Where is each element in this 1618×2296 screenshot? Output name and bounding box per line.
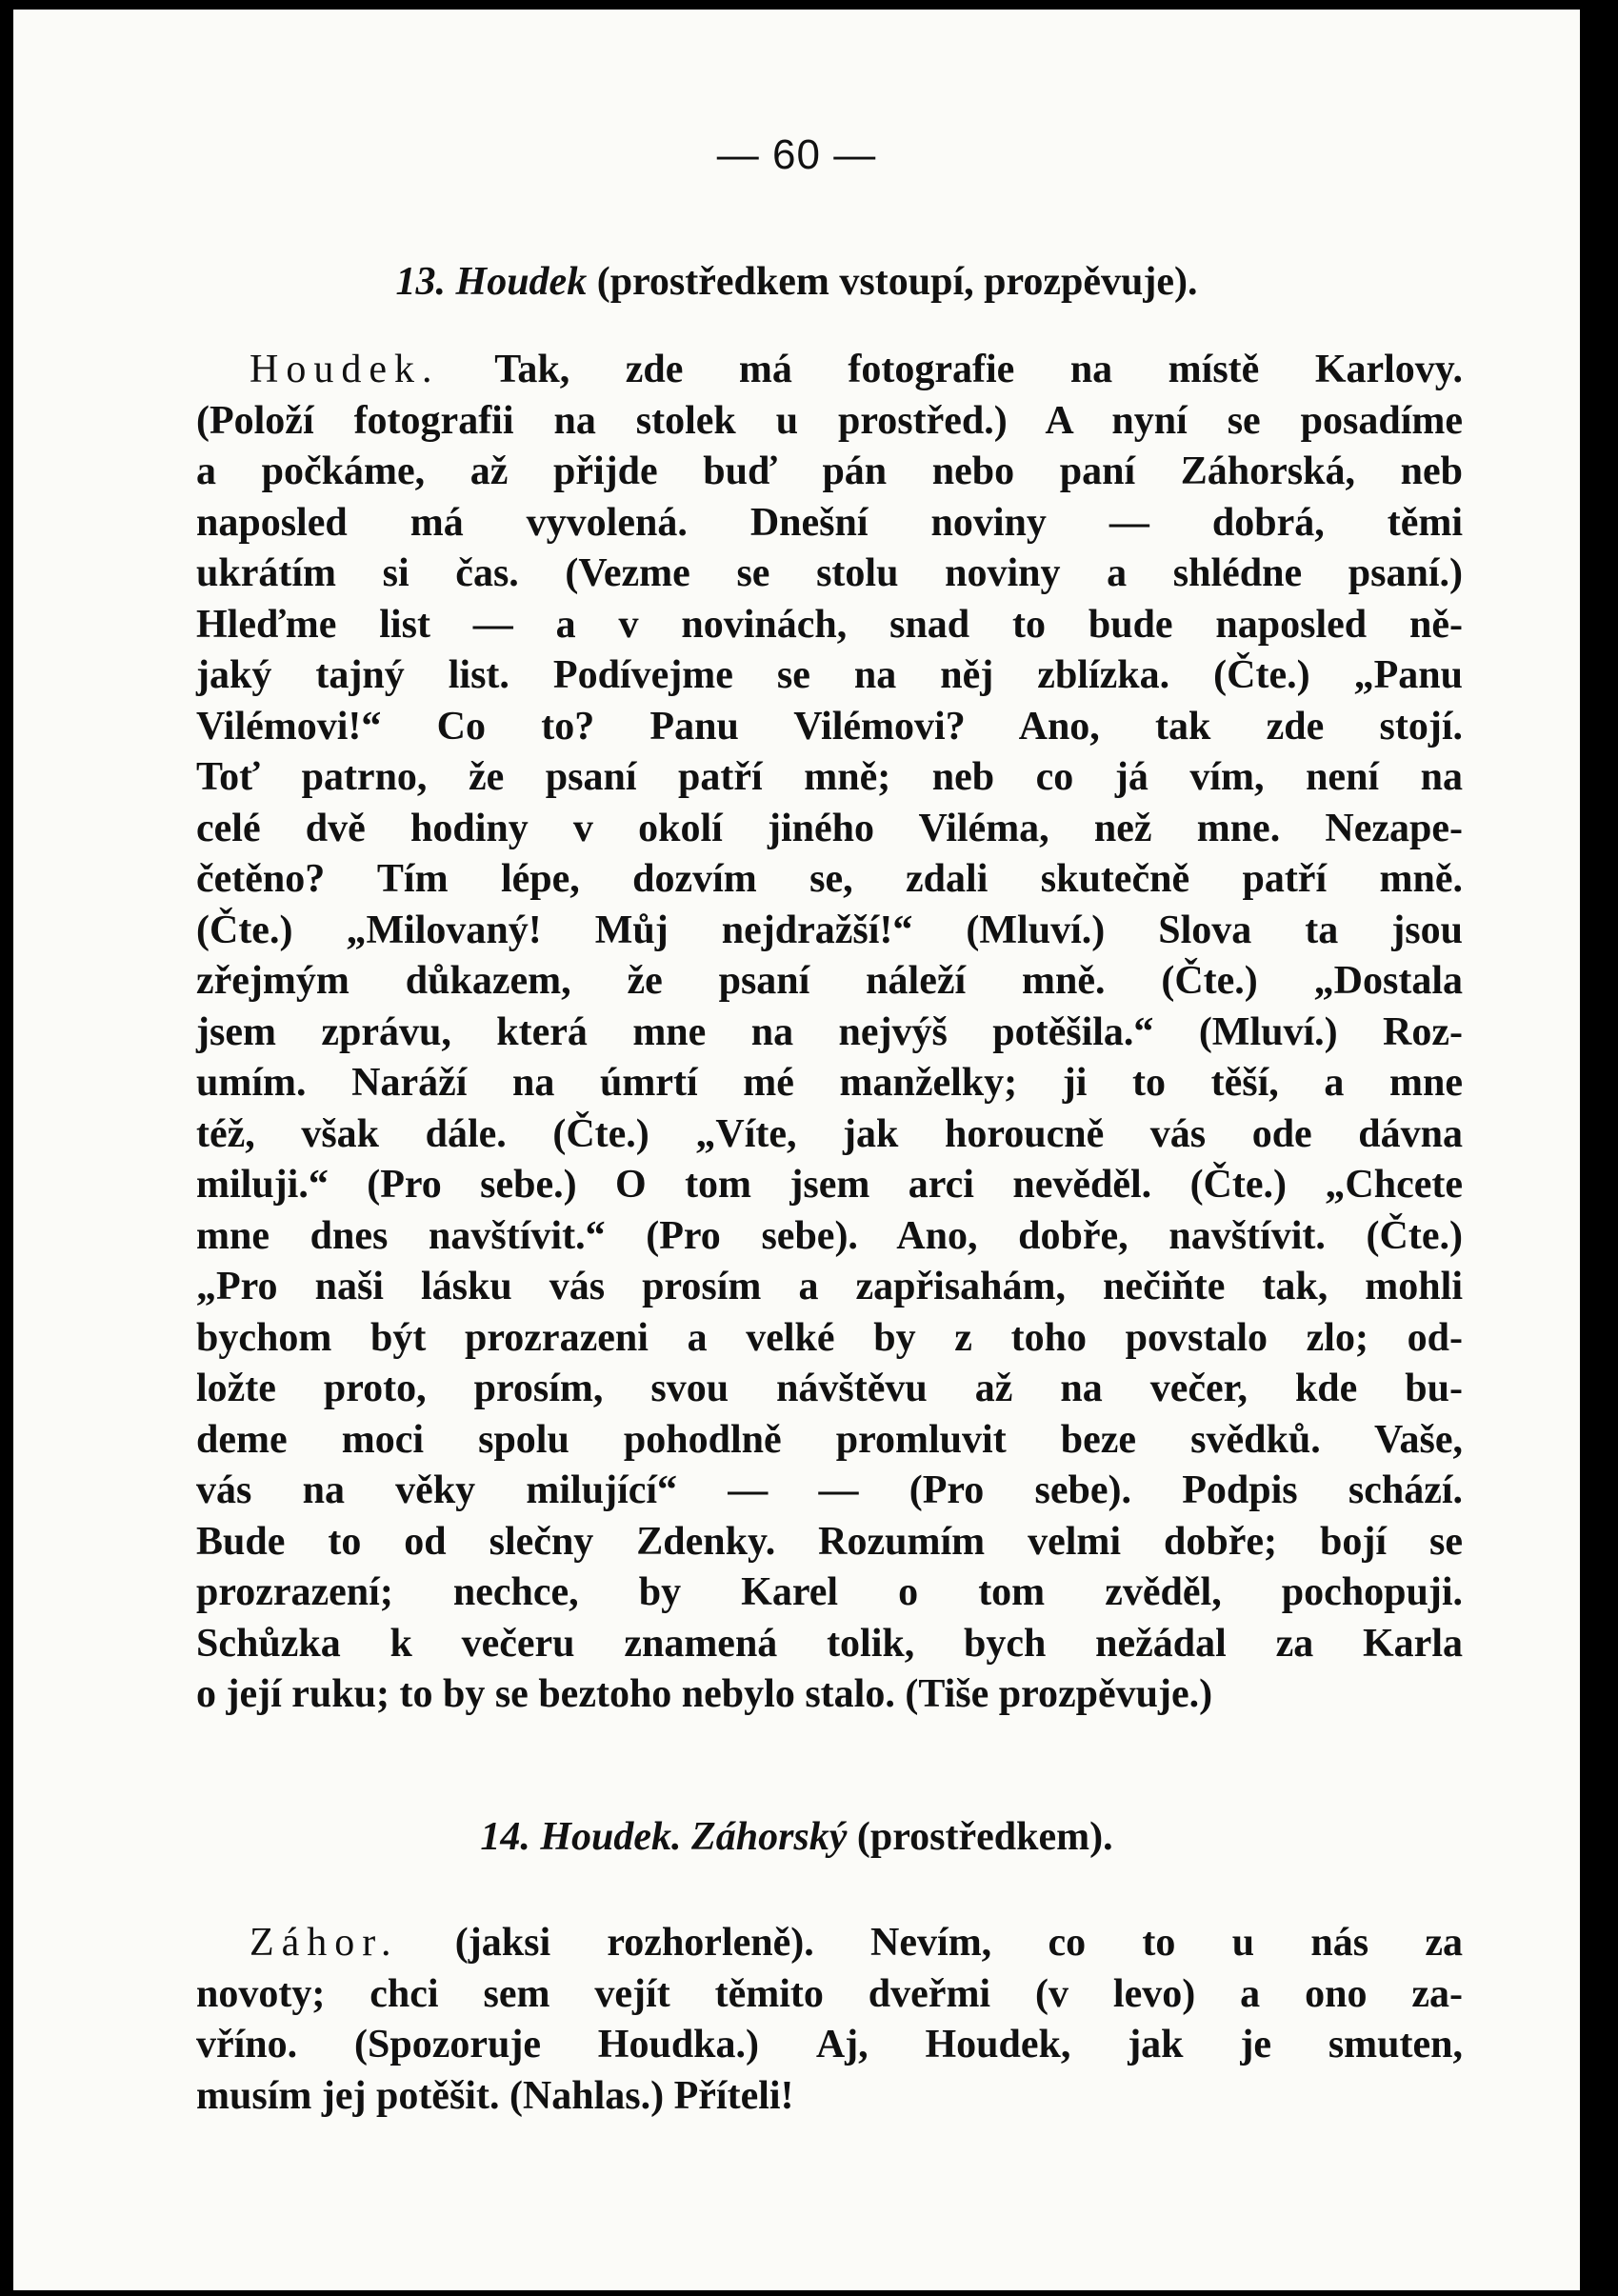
line-text: Toť patrno, že psaní patří mně; neb co já vím, není na [196,755,1463,799]
line-text: Bude to od slečny Zdenky. Rozumím velmi dobře; bojí se [196,1519,1463,1564]
text-line [196,804,1463,855]
text-line [196,906,1463,957]
text-line [196,1058,1463,1109]
text-line [196,650,1463,702]
line-text: též, však dále. (Čte.) „Víte, jak horoucně vás ode dávna [196,1111,1463,1156]
text-line [196,498,1463,549]
text-line [196,1160,1463,1211]
line-text: „Pro naši lásku vás prosím a zapřisahám, nečiňte tak, mohli [196,1265,1463,1308]
line-text: Schůzka k večeru znamená tolik, bych nežádal za Karla [196,1621,1463,1666]
line-text: novoty; chci sem vejít těmito dveřmi (v levo) a ono za- [196,1971,1463,2016]
text-line [196,1466,1463,1517]
line-text: četěno? Tím lépe, dozvím se, zdali skutečně patří mně. [196,857,1463,901]
text-line [196,1415,1463,1467]
line-text: vás na věky milující“ — — (Pro sebe). Podpis schází. [196,1468,1463,1512]
line-text: miluji.“ (Pro sebe.) O tom jsem arci nevěděl. (Čte.) „Chcete [196,1163,1463,1207]
text-line [196,752,1463,804]
page-edge [1580,0,1618,2296]
scene-13-number: 13. [395,260,447,304]
text-line [196,1619,1463,1670]
line-text: umím. Naráží na úmrtí mé manželky; ji to těší, a mne [196,1061,1463,1105]
speaker-name: Záhor. [250,1921,399,1965]
text-line [196,956,1463,1008]
line-text: Vilémovi!“ Co to? Panu Vilémovi? Ano, tak zde stojí. [196,704,1463,749]
page-number: — 60 — [716,131,877,178]
line-text: mne dnes navštívit.“ (Pro sebe). Ano, dobře, navštívit. (Čte.) [196,1213,1463,1258]
line-text: (Čte.) „Milovaný! Můj nejdražší!“ (Mluví.) Slova ta jsou [196,908,1463,952]
text-line [196,447,1463,498]
text-line [196,702,1463,753]
text-line [196,549,1463,600]
text-line [196,1669,1463,1721]
text-line [196,1262,1463,1313]
text-line [196,2020,1463,2071]
line-text: vřínо. (Spozoruje Houdka.) Aj, Houdek, jak je smuten, [196,2023,1463,2066]
line-text: bychom být prozrazeni a velké by z toho povstalo zlo; od- [196,1315,1463,1360]
line-text: Hleďme list — a v novinách, snad to bude naposled ně- [196,602,1463,647]
scene-14-direction: (prostředkem). [856,1815,1113,1859]
line-text: celé dvě hodiny v okolí jiného Viléma, než mne. Nezape- [196,806,1463,850]
text-line [196,1008,1463,1059]
line-text: naposled má vyvolená. Dnešní noviny — dobrá, těmi [196,500,1463,545]
text-line [196,1109,1463,1161]
scene-14-number: 14. [480,1815,530,1859]
speaker-name: Houdek. [250,348,440,391]
scene-13-heading [13,259,1580,305]
text-line [196,1313,1463,1365]
text-line [196,1517,1463,1568]
text-line [196,854,1463,906]
line-text: jaký tajný list. Podívejme se na něj zblízka. (Čte.) „Panu [196,653,1463,697]
line-text: a počkáme, až přijde buď pán nebo paní Záhorská, neb [196,449,1463,493]
text-line [196,1918,1463,1969]
text-line [196,1211,1463,1263]
line-text: o její ruku; to by se beztoho nebylo stalo. (Tiše prozpěvuje.) [196,1672,1213,1716]
speech-13 [196,345,1463,1721]
text-line [196,1364,1463,1415]
text-line [196,2071,1463,2123]
scene-13-direction: (prostředkem vstoupí, prozpěvuje). [596,260,1198,304]
line-text: (Položí fotografii na stolek u prostřed.) A nyní se posadíme [196,398,1463,443]
line-text: ukrátím si čas. (Vezme se stolu noviny a shlédne psaní.) [196,551,1463,595]
scene-13-name: Houdek [455,260,588,304]
text-line [196,396,1463,448]
text-line [196,1969,1463,2021]
line-text: prozrazení; nechce, by Karel o tom zvěděl, pochopuji. [196,1570,1463,1614]
line-text: (jaksi rozhorleně). Nevím, co to u nás za [454,1921,1464,1965]
line-text: Tak, zde má fotografie na místě Karlovy. [494,348,1463,391]
speech-14 [196,1918,1463,2122]
line-text: zřejmým důkazem, že psaní náleží mně. (Čte.) „Dostala [196,959,1463,1003]
text-line [196,600,1463,651]
scene-14-names: Houdek. Záhorský [540,1815,848,1859]
text-line [196,345,1463,396]
book-page [13,10,1580,2290]
line-text: jsem zprávu, která mne na nejvýš potěšila.“ (Mluví.) Roz- [196,1009,1463,1054]
line-text: ložte proto, prosím, svou návštěvu až na večer, kde bu- [196,1367,1463,1410]
text-line [196,1567,1463,1619]
line-text: musím jej potěšit. (Nahlas.) Příteli! [196,2073,794,2118]
line-text: deme moci spolu pohodlně promluvit beze svědků. Vaše, [196,1417,1463,1462]
scene-14-heading [13,1814,1580,1860]
